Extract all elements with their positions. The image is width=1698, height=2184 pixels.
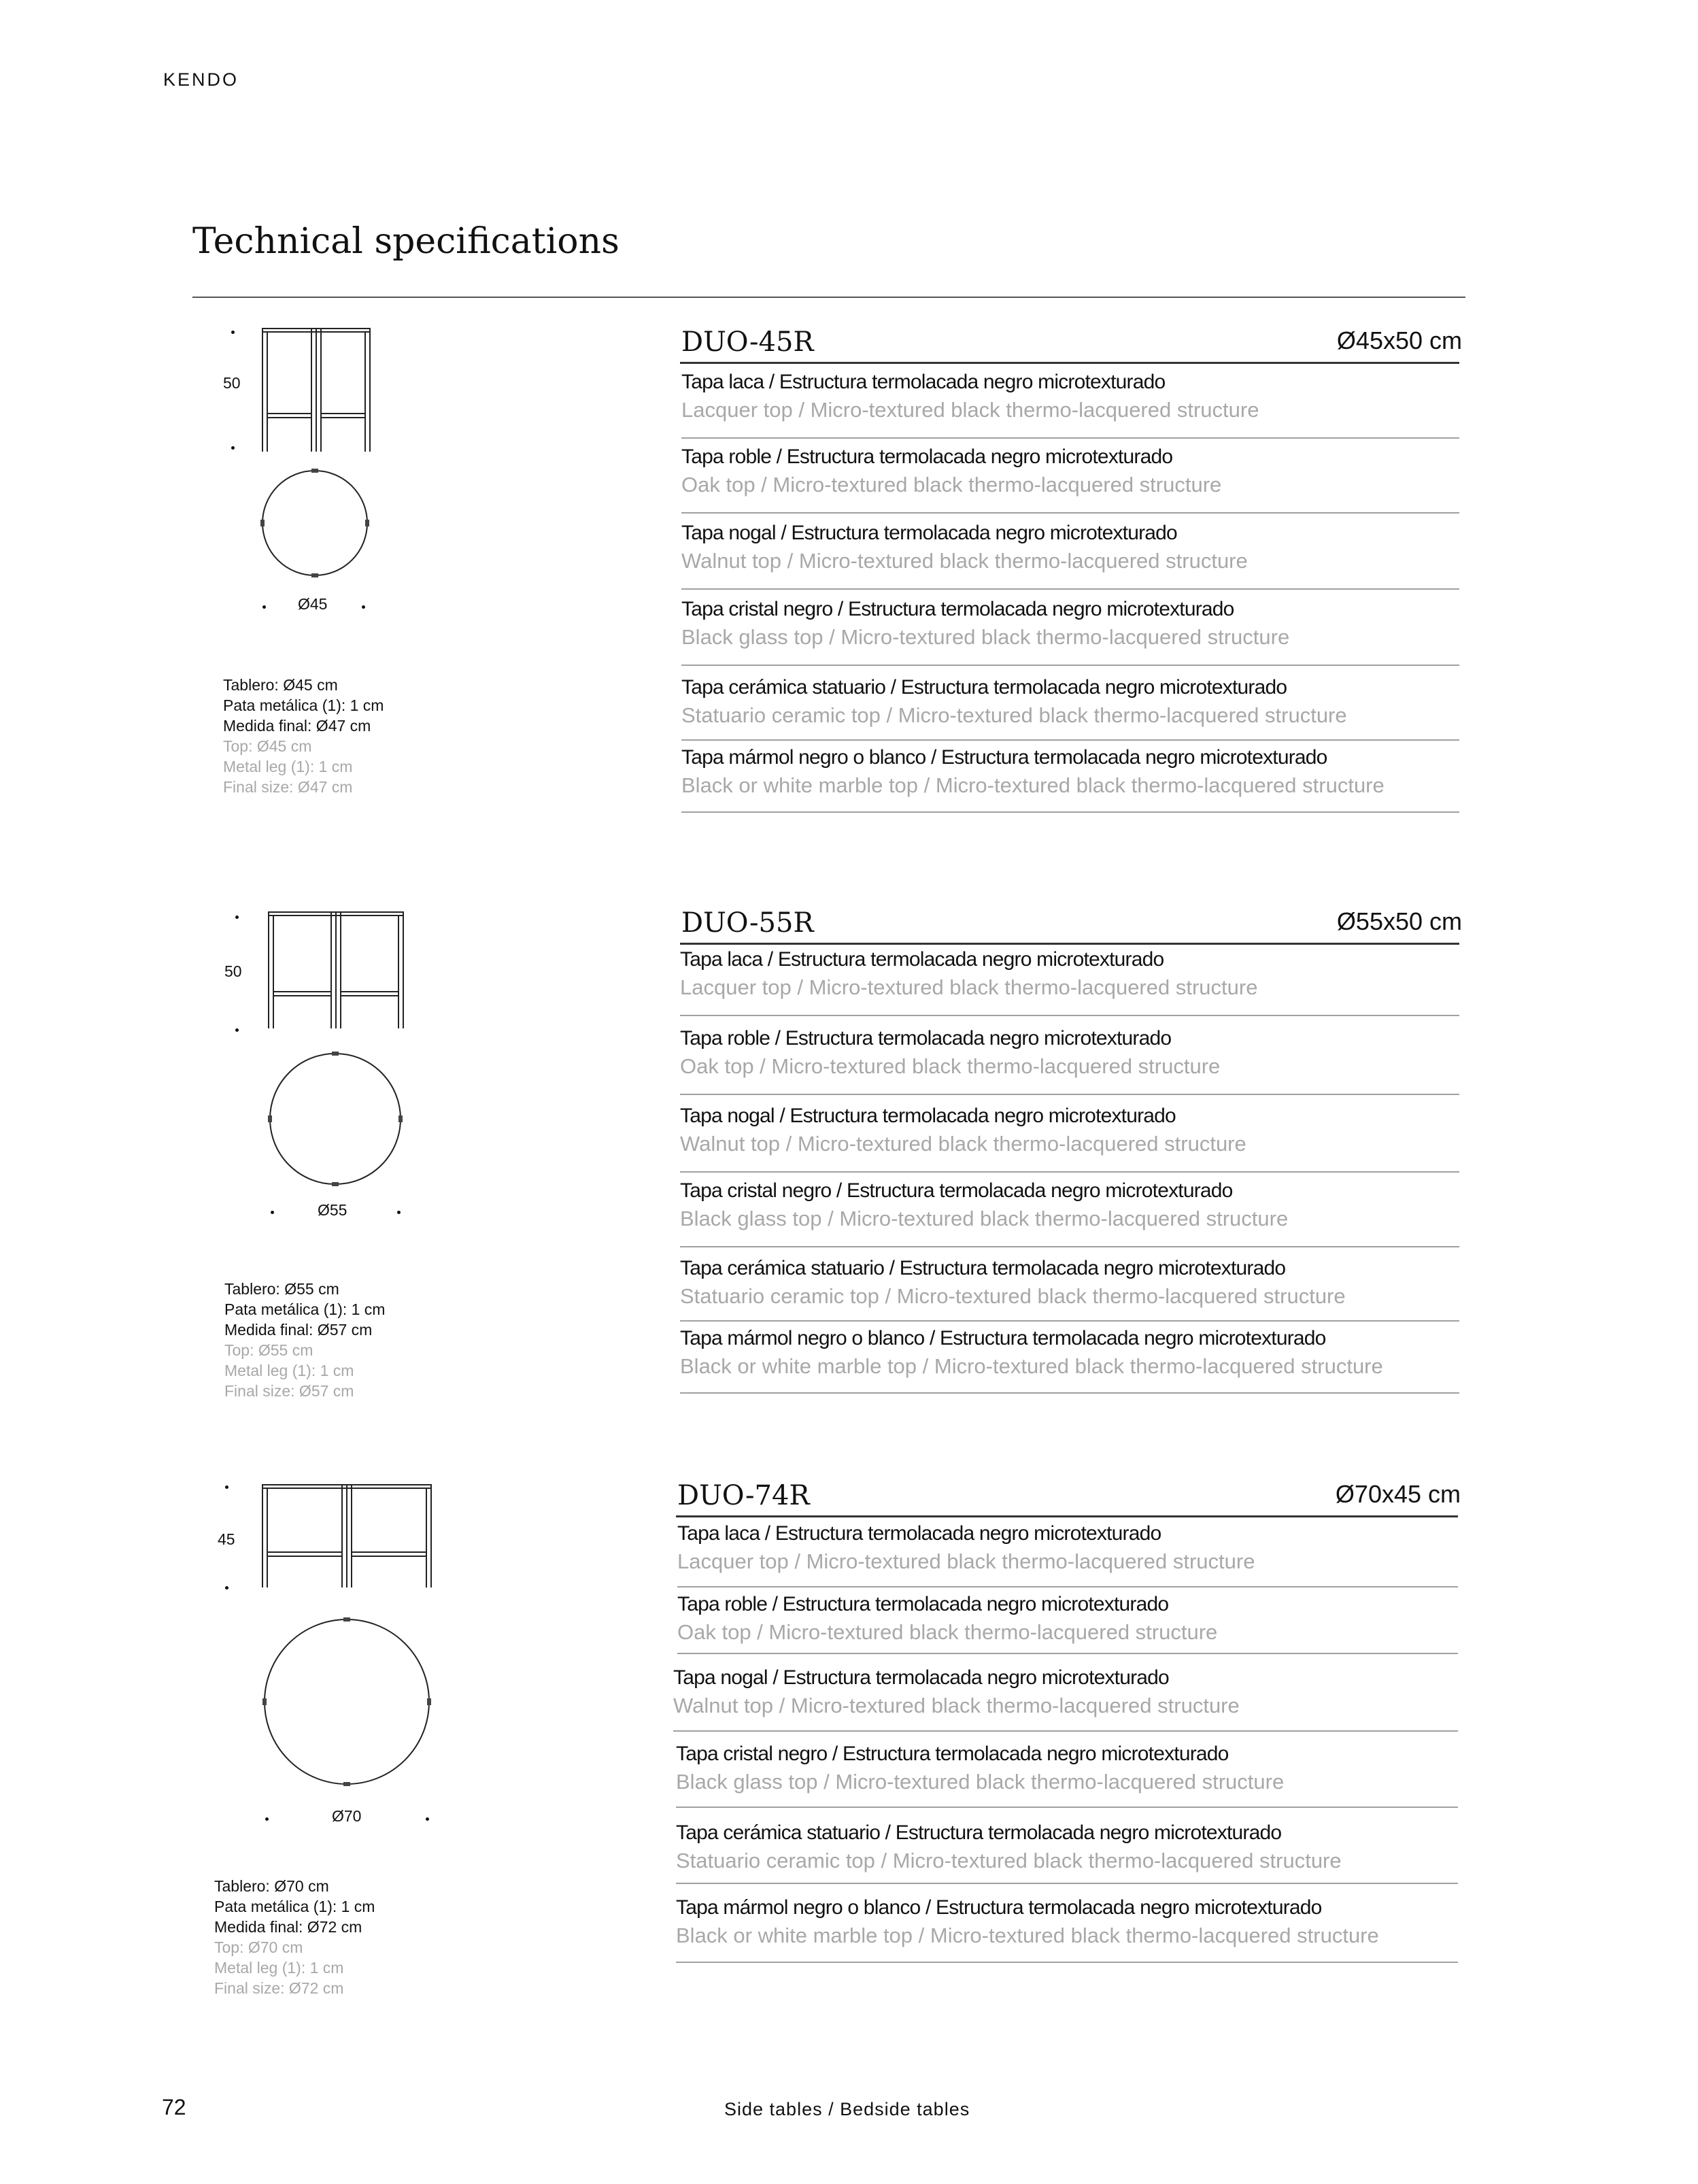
diameter-label: Ø70 [332, 1807, 362, 1825]
finish-en: Oak top / Micro-textured black thermo-lacquered structure [680, 1054, 1221, 1078]
finish-row [681, 591, 1459, 666]
finish-row [681, 739, 1459, 813]
finish-es: Tapa laca / Estructura termolacada negro microtexturado [681, 371, 1166, 393]
dimension-tick [225, 1485, 228, 1489]
finish-row [681, 364, 1459, 439]
finish-es: Tapa laca / Estructura termolacada negro microtexturado [680, 948, 1164, 971]
finish-en: Lacquer top / Micro-textured black thermo-lacquered structure [681, 398, 1259, 422]
finish-es: Tapa roble / Estructura termolacada negro microtexturado [677, 1593, 1169, 1615]
finish-en: Walnut top / Micro-textured black thermo-lacquered structure [681, 549, 1248, 573]
finish-es: Tapa mármol negro o blanco / Estructura termolacada negro microtexturado [676, 1896, 1322, 1919]
finish-en: Black or white marble top / Micro-textured black thermo-lacquered structure [681, 773, 1385, 797]
finish-en: Oak top / Micro-textured black thermo-lacquered structure [677, 1620, 1218, 1644]
finish-row [680, 1173, 1459, 1247]
top-view-drawing [258, 1613, 435, 1790]
measure-leg: Pata metálica (1): 1 cm [223, 696, 384, 714]
measure-leg-en: Metal leg (1): 1 cm [224, 1362, 354, 1379]
finish-en: Lacquer top / Micro-textured black thermo-lacquered structure [680, 975, 1258, 999]
finish-row [676, 1815, 1458, 1884]
measurements-block [214, 1876, 375, 1998]
model-name: DUO-45R [681, 326, 814, 358]
measure-final-en: Final size: Ø72 cm [214, 1979, 344, 1997]
dimension-tick [426, 1817, 429, 1821]
measure-top: Tablero: Ø45 cm [223, 676, 338, 694]
measurements-block [224, 1279, 385, 1401]
finish-es: Tapa cristal negro / Estructura termolacada negro microtexturado [676, 1743, 1229, 1765]
measure-top: Tablero: Ø70 cm [214, 1877, 329, 1895]
finish-en: Oak top / Micro-textured black thermo-lacquered structure [681, 473, 1222, 497]
measure-final-en: Final size: Ø57 cm [224, 1382, 354, 1400]
page-number: 72 [162, 2095, 186, 2119]
measure-top-en: Top: Ø55 cm [224, 1341, 313, 1359]
finish-en: Black glass top / Micro-textured black thermo-lacquered structure [676, 1770, 1285, 1794]
finish-en: Black or white marble top / Micro-textured black thermo-lacquered structure [680, 1354, 1383, 1378]
dimension-tick [362, 605, 365, 609]
measure-leg: Pata metálica (1): 1 cm [214, 1898, 375, 1915]
finish-en: Statuario ceramic top / Micro-textured black thermo-lacquered structure [681, 703, 1347, 727]
measure-final: Medida final: Ø57 cm [224, 1321, 373, 1339]
finish-es: Tapa roble / Estructura termolacada negro microtexturado [681, 446, 1173, 468]
height-label: 50 [224, 962, 242, 980]
finish-es: Tapa cristal negro / Estructura termolacada negro microtexturado [681, 598, 1234, 620]
finish-es: Tapa nogal / Estructura termolacada negro microtexturado [680, 1105, 1176, 1127]
measure-top: Tablero: Ø55 cm [224, 1280, 339, 1298]
page-title: Technical specifications [192, 221, 619, 262]
dimension-tick [397, 1211, 401, 1214]
finish-row [680, 1020, 1459, 1095]
finish-es: Tapa nogal / Estructura termolacada negro microtexturado [681, 522, 1177, 544]
finish-row [681, 515, 1459, 590]
measure-leg: Pata metálica (1): 1 cm [224, 1300, 386, 1318]
finish-en: Black or white marble top / Micro-textured black thermo-lacquered structure [676, 1923, 1379, 1947]
dimension-tick [231, 446, 235, 450]
dimension-tick [235, 1028, 239, 1032]
top-view-drawing [257, 465, 373, 581]
dimension-tick [271, 1211, 274, 1214]
finish-row [680, 941, 1459, 1016]
spec-header [676, 1477, 1461, 1517]
finish-es: Tapa cerámica statuario / Estructura termolacada negro microtexturado [680, 1257, 1286, 1279]
finish-row [681, 669, 1459, 741]
finish-row [677, 1586, 1458, 1654]
finish-row [673, 1660, 1458, 1732]
finish-es: Tapa cerámica statuario / Estructura termolacada negro microtexturado [676, 1821, 1282, 1844]
model-size: Ø45x50 cm [1336, 326, 1462, 354]
dimension-tick [231, 331, 235, 334]
finish-en: Walnut top / Micro-textured black thermo-lacquered structure [680, 1132, 1246, 1156]
measure-final: Medida final: Ø72 cm [214, 1918, 362, 1936]
dimension-tick [262, 605, 266, 609]
brand-logo: KENDO [163, 69, 239, 90]
measure-leg-en: Metal leg (1): 1 cm [223, 758, 353, 775]
diameter-label: Ø55 [318, 1201, 347, 1219]
measure-leg-en: Metal leg (1): 1 cm [214, 1959, 344, 1977]
measurements-block [223, 675, 384, 797]
finish-en: Black glass top / Micro-textured black thermo-lacquered structure [680, 1207, 1289, 1230]
finish-es: Tapa laca / Estructura termolacada negro microtexturado [677, 1522, 1161, 1545]
measure-top-en: Top: Ø70 cm [214, 1938, 303, 1956]
finish-en: Walnut top / Micro-textured black thermo-lacquered structure [673, 1694, 1240, 1717]
measure-final-en: Final size: Ø47 cm [223, 778, 353, 796]
spec-header [680, 905, 1462, 945]
title-divider [192, 297, 1465, 298]
dimension-tick [225, 1586, 228, 1590]
finish-es: Tapa mármol negro o blanco / Estructura termolacada negro microtexturado [680, 1327, 1326, 1349]
finish-en: Statuario ceramic top / Micro-textured black thermo-lacquered structure [680, 1284, 1346, 1308]
finish-row [680, 1098, 1459, 1173]
finish-es: Tapa nogal / Estructura termolacada negro microtexturado [673, 1666, 1169, 1689]
measure-final: Medida final: Ø47 cm [223, 717, 371, 735]
diameter-label: Ø45 [298, 595, 328, 613]
spec-header [680, 324, 1462, 364]
finish-row [681, 439, 1459, 514]
model-name: DUO-74R [677, 1480, 810, 1511]
finish-row [676, 1889, 1458, 1963]
finish-en: Lacquer top / Micro-textured black thermo-lacquered structure [677, 1549, 1255, 1573]
model-size: Ø55x50 cm [1336, 907, 1462, 935]
finish-es: Tapa mármol negro o blanco / Estructura termolacada negro microtexturado [681, 746, 1327, 769]
side-elevation-drawing [262, 1481, 432, 1590]
finish-es: Tapa cristal negro / Estructura termolacada negro microtexturado [680, 1179, 1233, 1202]
side-elevation-drawing [262, 325, 371, 454]
finish-es: Tapa roble / Estructura termolacada negro microtexturado [680, 1027, 1172, 1049]
model-size: Ø70x45 cm [1335, 1480, 1461, 1508]
dimension-tick [265, 1817, 269, 1821]
dimension-tick [235, 915, 239, 919]
side-elevation-drawing [268, 909, 404, 1031]
finish-row [676, 1736, 1458, 1808]
measure-top-en: Top: Ø45 cm [223, 737, 312, 755]
height-label: 45 [218, 1530, 235, 1548]
height-label: 50 [223, 374, 241, 392]
finish-row [680, 1250, 1459, 1322]
finish-es: Tapa cerámica statuario / Estructura termolacada negro microtexturado [681, 676, 1287, 699]
model-name: DUO-55R [681, 907, 814, 939]
finish-en: Statuario ceramic top / Micro-textured black thermo-lacquered structure [676, 1849, 1342, 1872]
top-view-drawing [264, 1047, 407, 1190]
finish-en: Black glass top / Micro-textured black thermo-lacquered structure [681, 625, 1290, 649]
finish-row [677, 1515, 1458, 1587]
finish-row [680, 1320, 1459, 1394]
footer-section-title: Side tables / Bedside tables [724, 2099, 970, 2119]
